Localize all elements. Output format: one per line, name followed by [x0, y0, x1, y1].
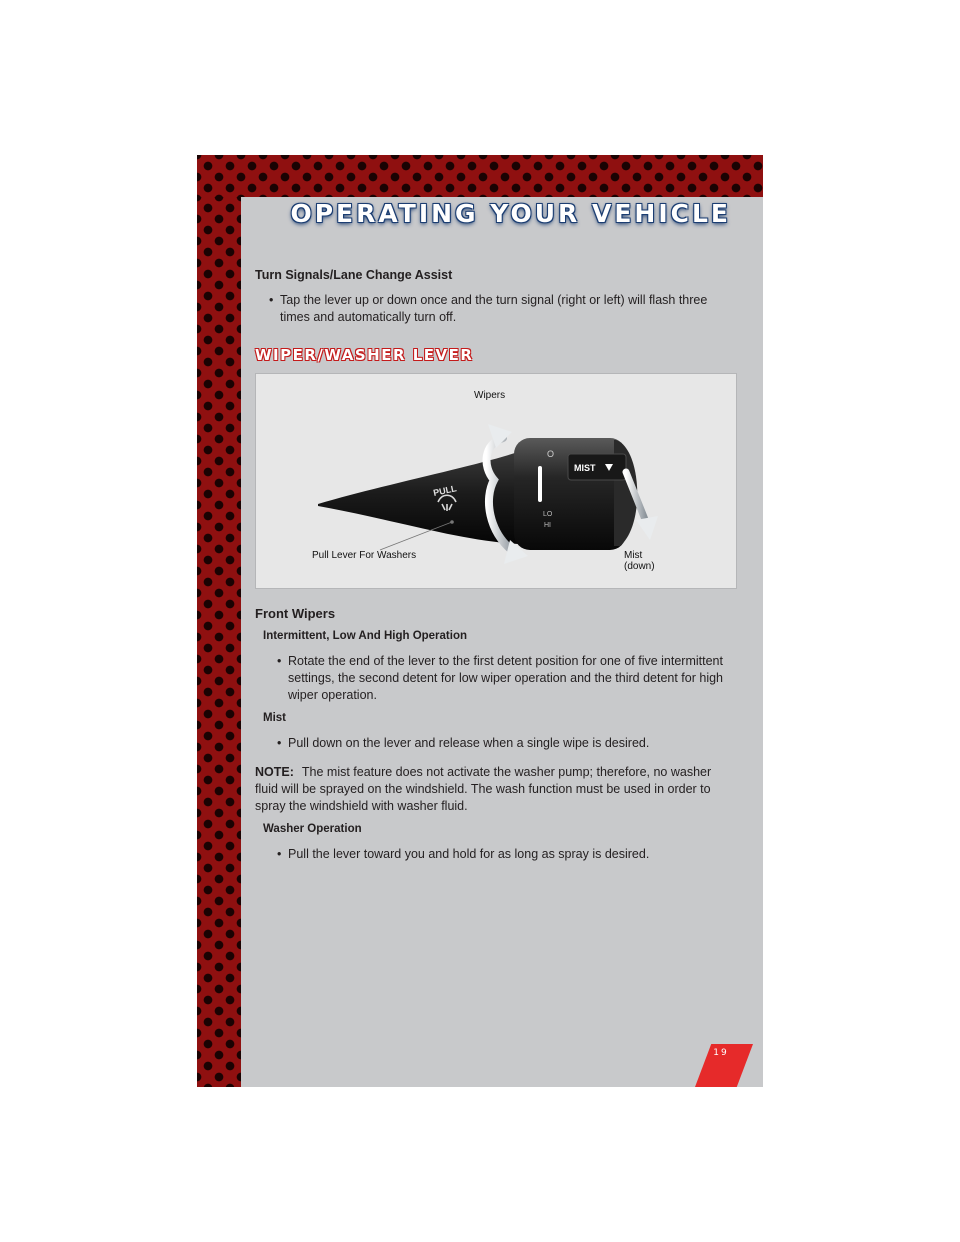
wiper-lever-figure	[255, 373, 737, 589]
lever-text-lo: LO	[543, 511, 553, 518]
mist-down-arrowhead	[636, 516, 658, 540]
pull-leader-dot	[450, 520, 454, 524]
washer-bullet	[263, 846, 735, 863]
lever-text-pull: PULL	[432, 483, 458, 498]
wiper-washer-section-title: WIPER/WASHER LEVER	[255, 346, 474, 364]
wipers-callout: Wipers	[474, 390, 506, 401]
intermittent-bullet-text: Rotate the end of the lever to the first detent position for one of five intermittent settings, the second detent for low wiper operation and the third detent for high wiper operation.	[288, 654, 723, 702]
page-number: 19	[713, 1048, 729, 1058]
turn-signals-heading: Turn Signals/Lane Change Assist	[255, 268, 453, 282]
bullet-glyph: •	[277, 847, 282, 861]
lever-text-o: O	[547, 449, 555, 459]
mist-heading: Mist	[263, 712, 286, 724]
bullet-glyph: •	[277, 736, 282, 750]
turn-signals-bullet-text: Tap the lever up or down once and the turn signal (right or left) will flash three times and automatically turn off.	[280, 293, 708, 324]
page-header-title: OPERATING YOUR VEHICLE	[290, 199, 731, 228]
grille-top-pattern	[197, 155, 763, 197]
mist-bullet-text: Pull down on the lever and release when a single wipe is desired.	[288, 736, 650, 750]
lever-text-hi: HI	[544, 522, 551, 529]
note-label: NOTE:	[255, 765, 294, 779]
bullet-glyph: •	[277, 654, 282, 668]
pull-lever-callout: Pull Lever For Washers	[312, 550, 417, 561]
washer-heading: Washer Operation	[263, 823, 362, 835]
mist-bullet	[263, 735, 735, 752]
lever-text-mist: MIST	[574, 463, 596, 473]
note-paragraph	[255, 764, 735, 815]
manual-page	[197, 155, 763, 1087]
mist-callout: Mist	[624, 550, 643, 561]
mist-down-callout: (down)	[624, 561, 655, 572]
bullet-glyph: •	[269, 293, 274, 307]
grille-left-pattern	[197, 197, 241, 1087]
note-text: The mist feature does not activate the washer pump; therefore, no washer fluid will be sprayed on the windshield. The wash function must be used in order to spray the windshield with washer fluid.	[255, 765, 712, 813]
intermittent-bullet	[263, 653, 735, 704]
page-content	[255, 267, 735, 863]
front-wipers-heading: Front Wipers	[255, 606, 336, 621]
washer-bullet-text: Pull the lever toward you and hold for as long as spray is desired.	[288, 847, 650, 861]
speed-indicator-bar	[538, 466, 542, 502]
intermittent-heading: Intermittent, Low And High Operation	[263, 630, 468, 642]
turn-signals-bullet	[255, 292, 735, 326]
